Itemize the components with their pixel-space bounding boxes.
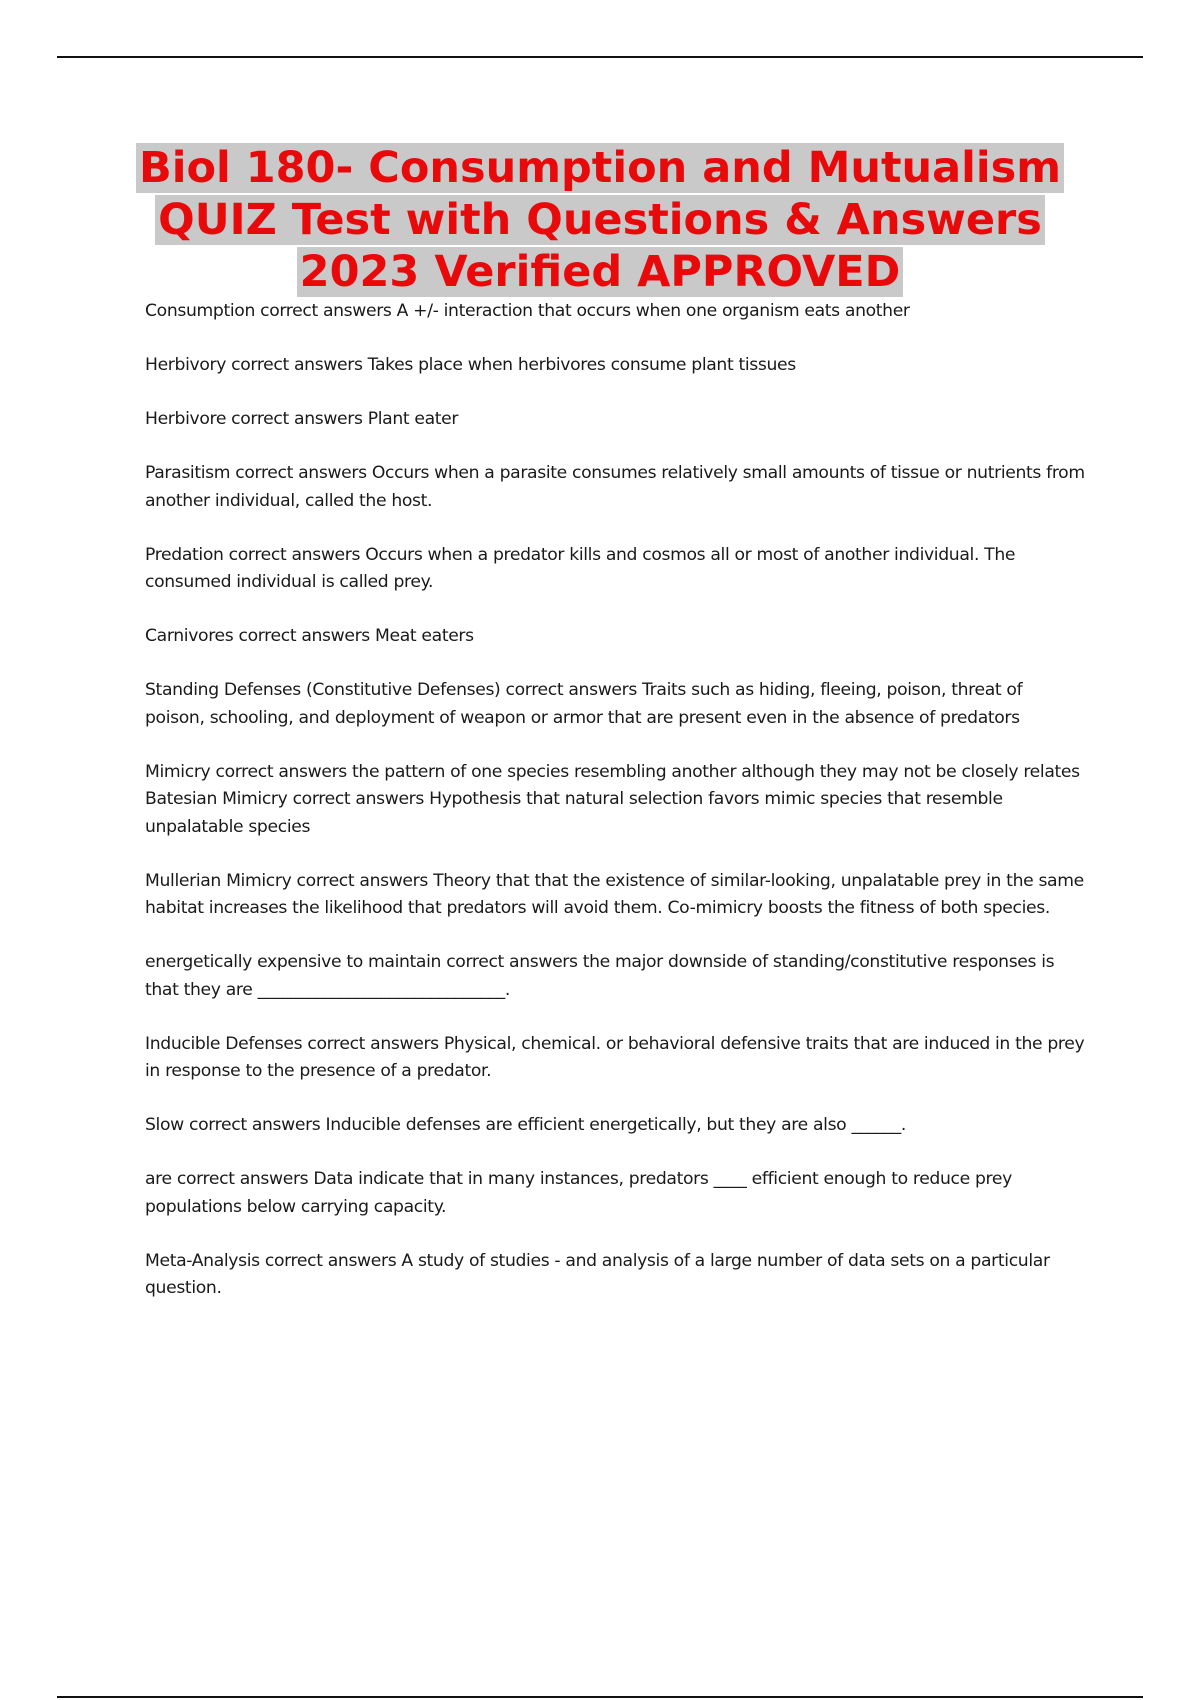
qa-entry-mullerian-mimicry: Mullerian Mimicry correct answers Theory that that the existence of similar-looking, unpalatable prey in the same habitat increases the likelihood that predators will avoid them. Co-mimicry boosts the fitness of both species.: [145, 870, 1084, 918]
qa-entry-herbivory: Herbivory correct answers Takes place when herbivores consume plant tissues: [145, 355, 796, 375]
qa-entry-parasitism: Parasitism correct answers Occurs when a parasite consumes relatively small amounts of tissue or nutrients from another individual, called the host.: [145, 463, 1085, 511]
qa-entry-are: are correct answers Data indicate that in many instances, predators ____ efficient enough to reduce prey populations below carrying capacity.: [145, 1169, 1012, 1217]
qa-entry-predation: Predation correct answers Occurs when a predator kills and cosmos all or most of another individual. The consumed individual is called prey.: [145, 544, 1016, 592]
qa-entry-mimicry: Mimicry correct answers the pattern of one species resembling another although they may not be closely relates: [145, 761, 1080, 782]
qa-entry-energetically-expensive: energetically expensive to maintain correct answers the major downside of standing/constitutive responses is that they are ______________________________.: [145, 952, 1055, 1000]
document-title: Biol 180- Consumption and Mutualism QUIZ Test with Questions & Answers 2023 Verified APPROVED: [136, 143, 1064, 297]
qa-entry-consumption: Consumption correct answers A +/- interaction that occurs when one organism eats another: [145, 301, 910, 321]
bottom-rule: [57, 1696, 1143, 1698]
top-rule: [57, 56, 1143, 58]
qa-entry-standing-defenses: Standing Defenses (Constitutive Defenses) correct answers Traits such as hiding, fleeing, poison, threat of poison, schooling, and deployment of weapon or armor that are present even in the absence of predators: [145, 680, 1023, 728]
qa-entry-herbivore: Herbivore correct answers Plant eater: [145, 409, 459, 429]
qa-entry-batesian-mimicry: Batesian Mimicry correct answers Hypothesis that natural selection favors mimic species that resemble unpalatable species: [145, 789, 1003, 837]
page-title: [100, 142, 1100, 298]
qa-entry-slow: Slow correct answers Inducible defenses are efficient energetically, but they are also ______.: [145, 1115, 907, 1135]
qa-entry-inducible-defenses: Inducible Defenses correct answers Physical, chemical. or behavioral defensive traits that are induced in the prey in response to the presence of a predator.: [145, 1033, 1085, 1081]
qa-entry-carnivores: Carnivores correct answers Meat eaters: [145, 626, 474, 646]
document-body: [145, 298, 1085, 1329]
qa-entry-meta-analysis: Meta-Analysis correct answers A study of studies - and analysis of a large number of data sets on a particular question.: [145, 1250, 1050, 1298]
